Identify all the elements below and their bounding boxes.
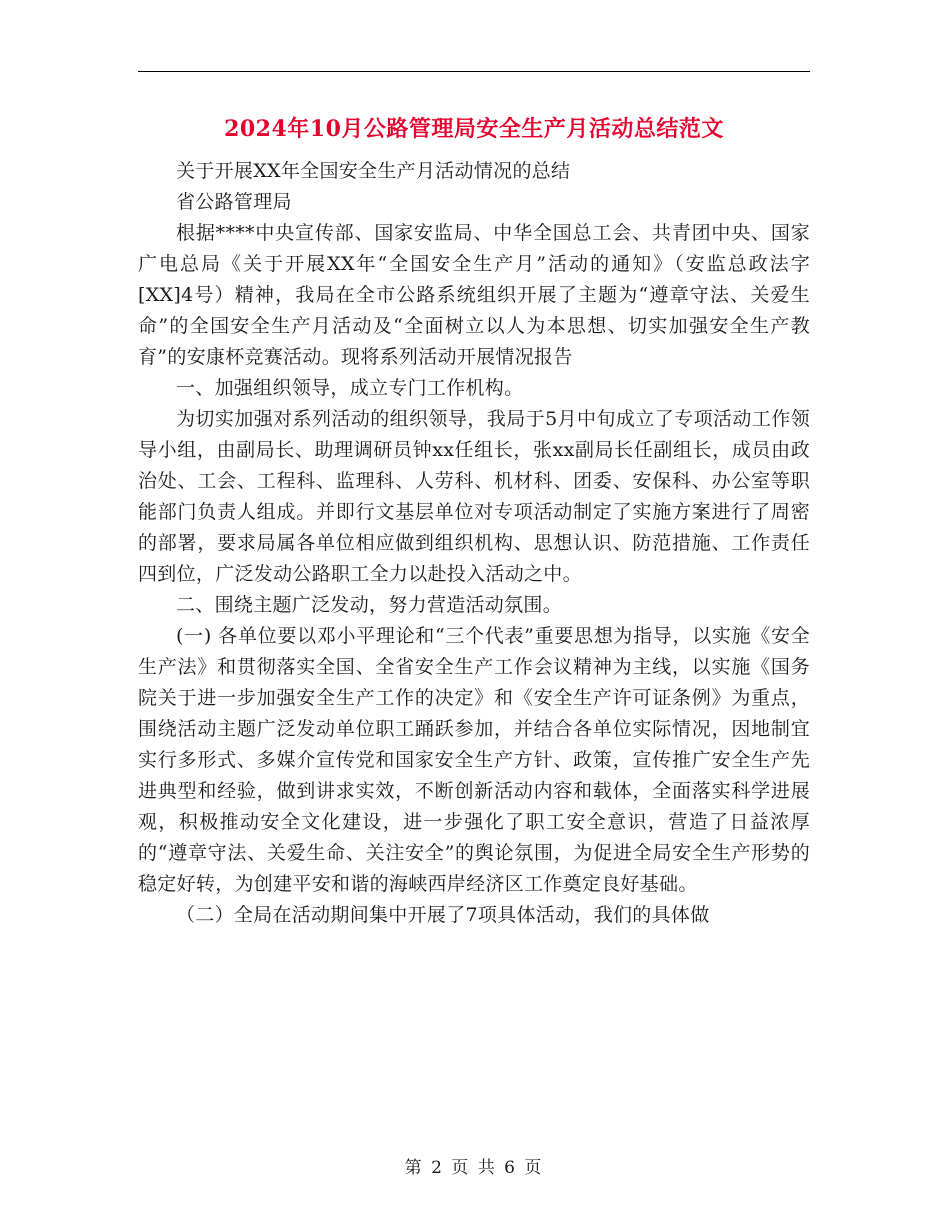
body-paragraph: 根据****中央宣传部、国家安监局、中华全国总工会、共青团中央、国家广电总局《关于开展XX年“全国安全生产月”活动的通知》（安监总政法字[XX]4号）精神，我局在全市公路系统组织开展了主题为“遵章守法、关爱生命”的全国安全生产月活动及“全面树立以人为本思想、切实加强安全生产教育”的安康杯竞赛活动。现将系列活动开展情况报告 (138, 222, 810, 368)
subtitle-paragraph: 关于开展XX年全国安全生产月活动情况的总结 (176, 160, 571, 182)
document-body (138, 156, 810, 931)
section-heading: 一、加强组织领导，成立专门工作机构。 (176, 377, 524, 399)
header-rule (138, 71, 810, 72)
body-paragraph: 为切实加强对系列活动的组织领导，我局于5月中旬成立了专项活动工作领导小组，由副局长、助理调研员钟xx任组长，张xx副局长任副组长，成员由政治处、工会、工程科、监理科、人劳科、机材科、团委、安保科、办公室等职能部门负责人组成。并即行文基层单位对专项活动制定了实施方案进行了周密的部署，要求局属各单位相应做到组织机构、思想认识、防范措施、工作责任四到位，广泛发动公路职工全力以赴投入活动之中。 (138, 408, 810, 585)
body-paragraph: (一) 各单位要以邓小平理论和“三个代表”重要思想为指导，以实施《安全生产法》和贯彻落实全国、全省安全生产工作会议精神为主线，以实施《国务院关于进一步加强安全生产工作的决定》和《安全生产许可证条例》为重点，围绕活动主题广泛发动单位职工踊跃参加，并结合各单位实际情况，因地制宜实行多形式、多媒介宣传党和国家安全生产方针、政策，宣传推广安全生产先进典型和经验，做到讲求实效，不断创新活动内容和载体，全面落实科学进展观，积极推动安全文化建设，进一步强化了职工安全意识，营造了日益浓厚的“遵章守法、关爱生命、关注安全”的舆论氛围，为促进全局安全生产形势的稳定好转，为创建平安和谐的海峡西岸经济区工作奠定良好基础。 (138, 625, 810, 895)
document-title: 2024年10月公路管理局安全生产月活动总结范文 (224, 116, 724, 142)
page-number-footer: 第 2 页 共 6 页 (404, 1158, 544, 1178)
section-heading: 二、围绕主题广泛发动，努力营造活动氛围。 (176, 594, 563, 616)
issuer-paragraph: 省公路管理局 (176, 191, 292, 213)
body-paragraph: （二）全局在活动期间集中开展了7项具体活动，我们的具体做 (176, 904, 710, 926)
